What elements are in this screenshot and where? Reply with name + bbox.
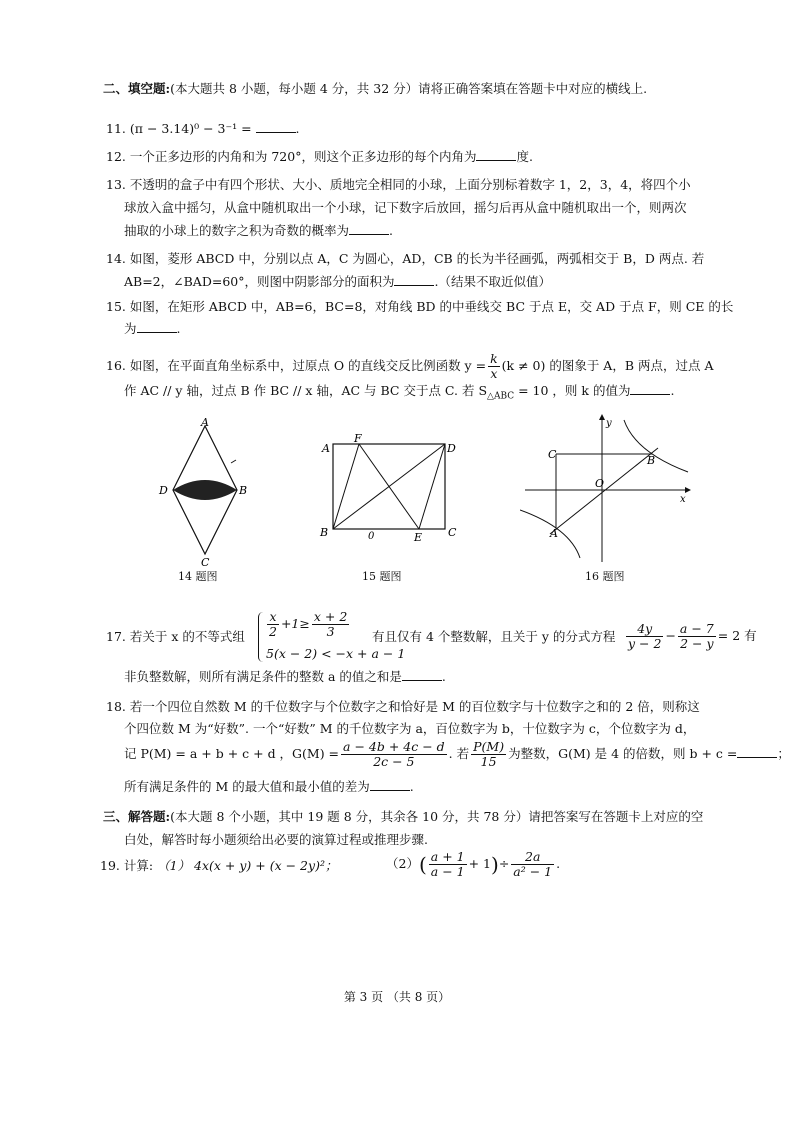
- q16-line1a: 如图，在平面直角坐标系中，过原点 O 的直线交反比例函数 y =: [129, 358, 487, 373]
- figure-15-caption: 15 题图: [362, 570, 402, 583]
- q18-line4: 所有满足条件的 M 的最大值和最小值的差为: [124, 779, 370, 794]
- q19-label: 计算:: [123, 858, 154, 873]
- f15-label-F: F: [354, 432, 362, 445]
- q17-brace: [258, 612, 263, 662]
- q15-line1: 如图，在矩形 ABCD 中，AB=6，BC=8，对角线 BD 的中垂线交 BC 于点 E，交 AD 于点 F，则 CE 的长: [129, 299, 734, 314]
- q17-eq-f2-den: 2 − y: [680, 636, 714, 651]
- q15-number: 15.: [106, 299, 126, 314]
- q19-paren-open: (: [418, 852, 427, 877]
- f15-label-O: 0: [368, 531, 375, 542]
- q19-part2-end: .: [556, 856, 561, 871]
- section2-desc: (本大题共 8 小题，每小题 4 分，共 32 分）请将正确答案填在答题卡中对应的横线上.: [170, 81, 648, 96]
- q15-end: .: [176, 321, 181, 336]
- q14-line2: AB=2，∠BAD=60°，则图中阴影部分的面积为: [124, 274, 395, 289]
- q14-line2-wrap: [124, 273, 551, 291]
- figure-16-caption: 16 题图: [585, 570, 625, 583]
- f14-label-D: D: [159, 484, 168, 497]
- x-axis-arrow: [685, 487, 691, 493]
- q19-div: ÷: [498, 856, 510, 871]
- hyperbola-upper: [624, 420, 688, 472]
- q13-line3-wrap: [124, 222, 393, 240]
- q19-f2-den: a² − 1: [513, 864, 553, 879]
- q17-ineq2: 5(x − 2) < −x + a − 1: [266, 646, 406, 661]
- q18-answer-blank-1[interactable]: [737, 745, 777, 758]
- q13-number: 13.: [106, 177, 126, 192]
- q19-number: 19.: [100, 858, 120, 873]
- q17-answer-blank[interactable]: [402, 668, 442, 681]
- question-14: [106, 250, 704, 268]
- figure-14-caption: 14 题图: [178, 570, 218, 583]
- q12-end: 度.: [516, 149, 533, 164]
- line-ED: [419, 444, 445, 529]
- q14-line1: 如图，菱形 ABCD 中，分别以点 A，C 为圆心，AD，CB 的长为半径画弧，两弧相交于 B，D 两点. 若: [129, 251, 705, 266]
- figure-14: [155, 418, 265, 568]
- q18-line3a: 记 P(M) = a + b + c + d ，G(M) =: [124, 746, 340, 761]
- q11-text: (π − 3.14)⁰ − 3⁻¹ =: [129, 121, 256, 136]
- tick-mark: [231, 460, 236, 463]
- line-FE: [359, 444, 419, 529]
- f15-label-A: A: [322, 442, 330, 455]
- q15-line2-wrap: [124, 320, 181, 338]
- q19-plus: + 1: [468, 856, 491, 871]
- q18-p-frac: [471, 740, 506, 769]
- q19-part2-label: （2）: [386, 856, 419, 871]
- q18-line1: 若一个四位自然数 M 的千位数字与个位数字之和恰好是 M 的百位数字与十位数字之和的 2 倍，则称这: [129, 699, 700, 714]
- q17-frac1: [267, 610, 279, 639]
- q16-sub: △ABC: [487, 391, 515, 402]
- q17-line2-wrap: [124, 668, 446, 686]
- q18-end: .: [409, 779, 414, 794]
- question-12: [106, 148, 533, 166]
- f16-label-C: C: [548, 448, 557, 461]
- q17-line2: 非负整数解，则所有满足条件的整数 a 的值之和是: [124, 669, 402, 684]
- q19-f2-num: 2a: [511, 850, 554, 865]
- q16-line2-wrap: [124, 382, 674, 406]
- q15-line2: 为: [124, 321, 137, 336]
- question-11: [106, 120, 300, 138]
- q17-eq-f1-num: 4y: [626, 622, 663, 637]
- f15-label-E: E: [414, 531, 423, 542]
- line-AB: [550, 448, 658, 534]
- shaded-lens: [173, 480, 237, 500]
- q18-answer-blank-2[interactable]: [370, 778, 410, 791]
- q13-answer-blank[interactable]: [349, 222, 389, 235]
- q16-answer-blank[interactable]: [630, 382, 670, 395]
- q17-frac1-num: x: [267, 610, 279, 625]
- q13-end: .: [389, 223, 393, 238]
- q19-part2: [386, 850, 560, 879]
- q14-end: .（结果不取近似值）: [434, 274, 551, 289]
- q11-answer-blank[interactable]: [256, 120, 296, 133]
- section3-title: 三、解答题:: [103, 809, 171, 824]
- q18-p-den: 15: [480, 754, 497, 769]
- q12-text: 一个正多边形的内角和为 720°，则这个正多边形的每个内角为: [129, 149, 477, 164]
- q17-equation: [624, 622, 757, 651]
- q17-end: .: [441, 669, 446, 684]
- q17-eq-f1-den: y − 2: [628, 636, 662, 651]
- section3-desc2: 白处，解答时每小题须给出必要的演算过程或推理步骤.: [124, 832, 428, 847]
- q19-part1: （1） 4x(x + y) + (x − 2y)²；: [157, 858, 338, 873]
- q17-number: 17.: [106, 629, 126, 644]
- q16-line1b: (k ≠ 0) 的图象于 A，B 两点，过点 A: [501, 358, 714, 373]
- section2-title: 二、填空题:: [103, 81, 171, 96]
- f16-label-y: y: [606, 418, 612, 429]
- f16-label-A: A: [550, 527, 558, 540]
- f15-label-B: B: [320, 526, 329, 539]
- q11-end: .: [295, 121, 300, 136]
- f16-label-x: x: [680, 494, 686, 505]
- q15-answer-blank[interactable]: [137, 320, 177, 333]
- q17-eq-f2-num: a − 7: [679, 621, 714, 636]
- f15-label-D: D: [447, 442, 456, 455]
- q18-line3-end: ；: [777, 746, 790, 761]
- q16-line2a: 作 AC // y 轴，过点 B 作 BC // x 轴，AC 与 BC 交于点 C. 若 S: [124, 383, 488, 398]
- q18-p-num: P(M): [473, 739, 505, 754]
- q17-frac2: [312, 610, 349, 639]
- q11-number: 11.: [106, 121, 126, 136]
- q12-number: 12.: [106, 149, 126, 164]
- question-19: [100, 856, 337, 874]
- q19-frac1: [429, 850, 467, 879]
- section3-desc1: (本大题 8 个小题，其中 19 题 8 分，其余各 10 分，共 78 分）请把答案写在答题卡上对应的空: [170, 809, 704, 824]
- q17-ineq1-mid: +1≥: [280, 616, 310, 631]
- q13-line1: 不透明的盒子中有四个形状、大小、质地完全相同的小球，上面分别标着数字 1，2，3，4，将四个小: [129, 177, 691, 192]
- q14-number: 14.: [106, 251, 126, 266]
- f15-label-C: C: [448, 526, 457, 539]
- f14-label-A: A: [201, 418, 209, 429]
- q17-ineq1: [265, 610, 351, 639]
- question-13: [106, 176, 691, 194]
- q17-line1b: 有且仅有 4 个整数解，且关于 y 的分式方程: [372, 629, 616, 644]
- page-footer: 第 3 页 （共 8 页）: [343, 990, 451, 1004]
- q16-frac-num: k: [490, 351, 498, 366]
- q19-paren-close: ): [491, 852, 499, 877]
- q16-frac-den: x: [490, 366, 498, 381]
- q17-line1a: 若关于 x 的不等式组: [129, 629, 245, 644]
- q18-line3b: . 若: [448, 746, 470, 761]
- q18-line4-wrap: [124, 778, 414, 796]
- f14-label-B: B: [239, 484, 248, 497]
- q17-eq-frac2: [678, 622, 716, 651]
- q17-frac2-den: 3: [326, 624, 335, 639]
- question-15: [106, 298, 733, 316]
- q17-eq-minus: −: [665, 628, 676, 643]
- q18-line3c: 为整数，G(M) 是 4 的倍数，则 b + c =: [508, 746, 738, 761]
- section2-header: [103, 80, 647, 98]
- q12-answer-blank[interactable]: [476, 148, 516, 161]
- q18-line3: [124, 740, 790, 769]
- q18-g-num: a − 4b + 4c − d: [343, 739, 445, 754]
- q16-end: .: [670, 383, 675, 398]
- q16-number: 16.: [106, 358, 126, 373]
- q19-frac2: [511, 850, 554, 879]
- figure-16: [520, 412, 695, 567]
- q19-f1-num: a + 1: [430, 849, 465, 864]
- q18-number: 18.: [106, 699, 126, 714]
- q13-line3: 抽取的小球上的数字之积为奇数的概率为: [124, 223, 350, 238]
- question-17-number-wrap: [106, 628, 245, 646]
- q18-g-frac: [341, 740, 447, 769]
- q16-line2b: = 10 ，则 k 的值为: [514, 383, 631, 398]
- q17-eq-frac1: [626, 622, 663, 651]
- q17-frac1-den: 2: [269, 624, 277, 639]
- f16-label-B: B: [647, 454, 656, 467]
- y-axis-arrow: [599, 414, 605, 420]
- line-BF: [333, 444, 359, 529]
- q17-eq-rhs: = 2 有: [717, 628, 757, 643]
- question-18: [106, 698, 700, 716]
- question-16: [106, 352, 713, 381]
- q16-fraction: [488, 352, 500, 381]
- q14-answer-blank[interactable]: [394, 273, 434, 286]
- q18-g-den: 2c − 5: [373, 754, 415, 769]
- q19-f1-den: a − 1: [430, 864, 465, 879]
- q13-line2: 球放入盒中摇匀，从盒中随机取出一个小球，记下数字后放回，摇匀后再从盒中随机取出一个，则两次: [124, 200, 687, 215]
- section3-header: [103, 808, 703, 826]
- f16-label-O: O: [595, 477, 605, 490]
- q17-frac2-num: x + 2: [313, 609, 348, 624]
- f14-label-C: C: [201, 556, 210, 568]
- q18-line2: 个四位数 M 为“好数”. 一个“好数” M 的千位数字为 a，百位数字为 b，十位数字为 c，个位数字为 d，: [124, 721, 696, 736]
- figure-15: [318, 432, 463, 542]
